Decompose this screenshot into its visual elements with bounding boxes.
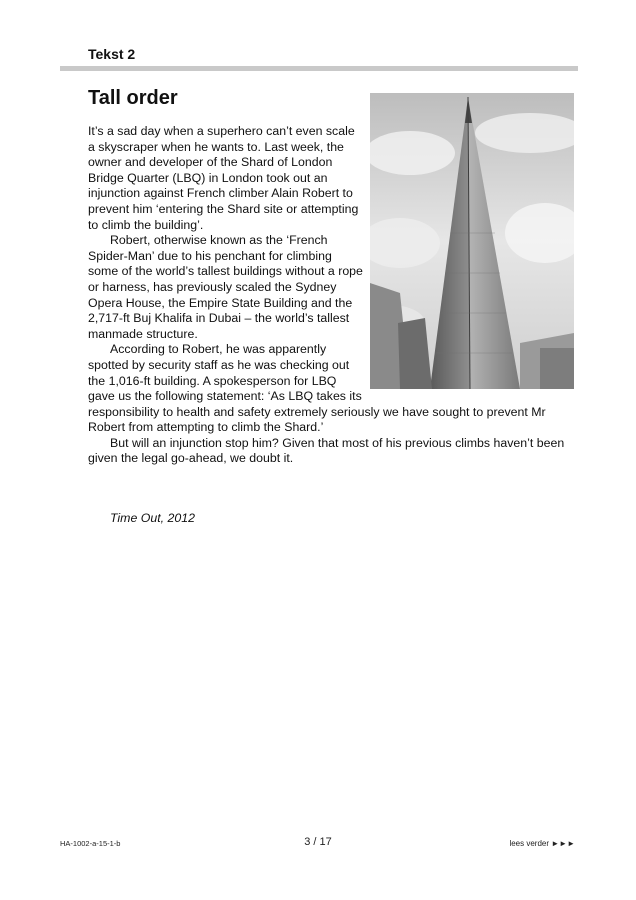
article-paragraph: Robert, otherwise known as the ‘French Spider-Man’ due to his penchant for climbing some of the world’s tallest buildings without a rope or harness, has previously scaled the Sydney Opera House, the Empire State Building and the 2,717-ft Buj Khalifa in Dubai – the world’s tallest manmade structure. xyxy=(88,233,363,341)
header-divider xyxy=(60,66,578,71)
exam-code: HA-1002-a-15-1-b xyxy=(60,839,121,848)
page-number: 3 / 17 xyxy=(304,836,332,848)
article-paragraph: According to Robert, he was apparently spotted by security staff as he was checking out the 1,016-ft building. A spokesperson for LBQ gave us the following statement: ‘As LBQ takes its responsibility to health and safety extremely seriously we have sought to prevent Mr Robert from attempting to climb the Shard.’ xyxy=(88,342,546,435)
section-label: Tekst 2 xyxy=(88,46,136,62)
continue-label: lees verder ►►► xyxy=(509,839,575,848)
article-source: Time Out, 2012 xyxy=(110,511,195,525)
article-paragraph: But will an injunction stop him? Given that most of his previous climbs haven’t been given the legal go-ahead, we doubt it. xyxy=(88,435,565,466)
article-body xyxy=(88,124,578,467)
article-title: Tall order xyxy=(88,87,178,109)
article-paragraph: It’s a sad day when a superhero can’t even scale a skyscraper when he wants to. Last week, the owner and developer of the Shard of London Bridge Quarter (LBQ) in London took out an injunction against French climber Alain Robert to prevent him ‘entering the Shard site or attempting to climb the building’. xyxy=(88,124,359,232)
image-spacer xyxy=(364,124,578,392)
